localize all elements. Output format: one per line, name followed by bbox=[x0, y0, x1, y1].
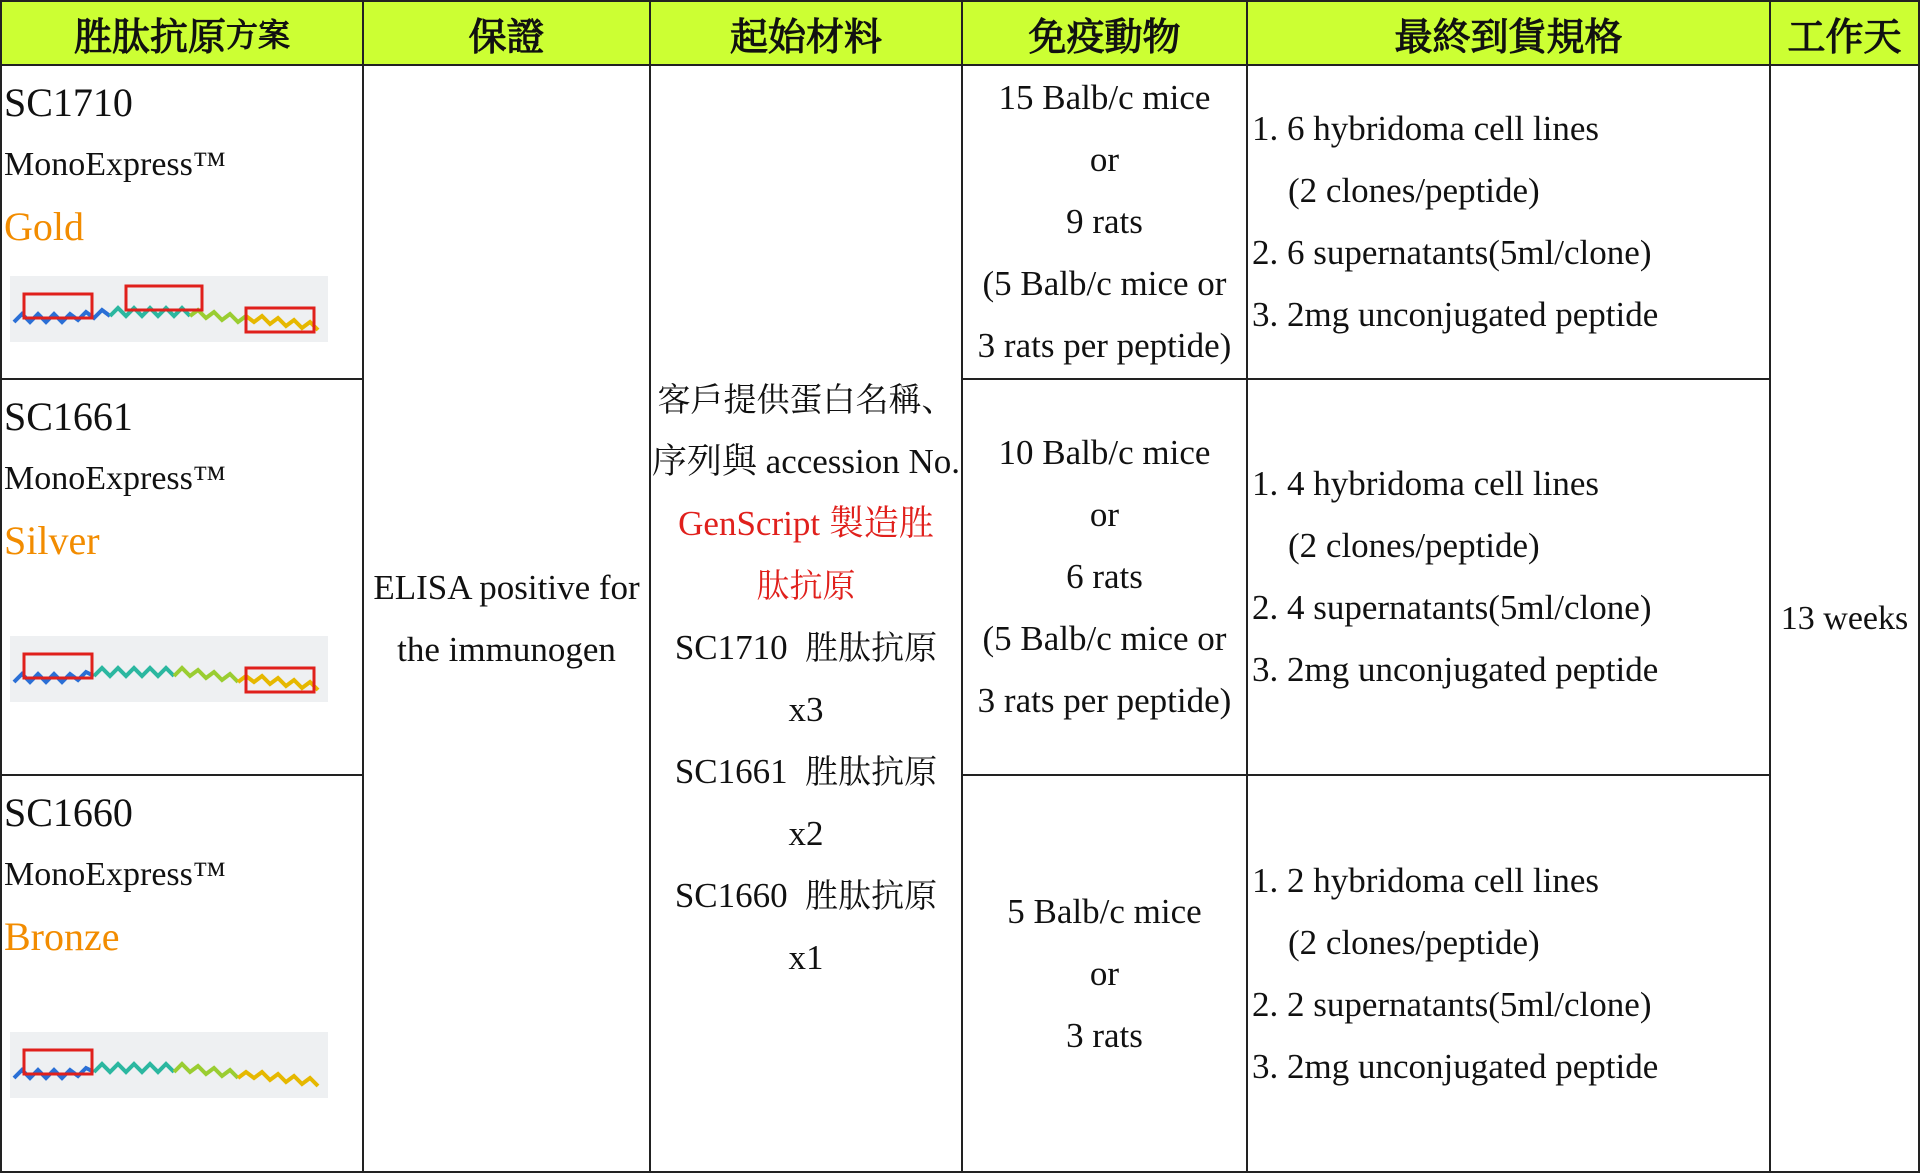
deliverable-line: 3. 2mg unconjugated peptide bbox=[1252, 1046, 1659, 1086]
materials-highlight-line: 肽抗原 bbox=[756, 565, 856, 605]
materials-item bbox=[675, 865, 937, 927]
animals-cell-silver bbox=[961, 378, 1248, 776]
animals-line: (5 Balb/c mice or bbox=[982, 264, 1227, 303]
header-scheme-main: 胜肽抗原 bbox=[73, 14, 226, 59]
guarantee-cell bbox=[362, 64, 651, 1173]
animals-line: 3 rats per peptide) bbox=[977, 681, 1232, 720]
guarantee-line: the immunogen bbox=[397, 629, 616, 669]
product-cell-silver bbox=[0, 378, 364, 776]
deliverable-line: 1. 6 hybridoma cell lines bbox=[1252, 109, 1600, 148]
materials-item-qty: x3 bbox=[788, 689, 824, 729]
materials-item bbox=[675, 617, 937, 679]
deliverable-line: 1. 2 hybridoma cell lines bbox=[1252, 860, 1600, 900]
animals-cell-bronze bbox=[961, 774, 1248, 1173]
animals-cell-gold bbox=[961, 64, 1248, 380]
materials-item-code: SC1710 bbox=[674, 627, 788, 667]
header-guarantee: 保證 bbox=[362, 0, 651, 66]
peptide-helix-image bbox=[10, 1032, 328, 1098]
deliverable-line: 2. 4 supernatants(5ml/clone) bbox=[1252, 588, 1652, 627]
product-cell-bronze bbox=[0, 774, 364, 1173]
guarantee-line: ELISA positive for bbox=[373, 567, 640, 607]
deliverable-line: 2. 2 supernatants(5ml/clone) bbox=[1252, 984, 1652, 1024]
animals-line: or bbox=[1089, 140, 1120, 179]
header-deliverables: 最終到貨規格 bbox=[1246, 0, 1771, 66]
product-tier: Gold bbox=[4, 204, 84, 249]
materials-item-code: SC1660 bbox=[674, 875, 788, 915]
materials-cell bbox=[649, 64, 963, 1173]
deliverable-line: (2 clones/peptide) bbox=[1288, 922, 1540, 962]
product-tier: Bronze bbox=[4, 914, 120, 959]
workdays-value: 13 weeks bbox=[1780, 599, 1909, 637]
deliverables-cell-bronze bbox=[1246, 774, 1771, 1173]
product-cell-gold bbox=[0, 64, 364, 380]
deliverable-line: 3. 2mg unconjugated peptide bbox=[1252, 650, 1659, 689]
product-tier: Silver bbox=[4, 518, 100, 563]
header-workdays: 工作天 bbox=[1769, 0, 1920, 66]
header-scheme bbox=[0, 0, 364, 66]
header-scheme-suffix: 方案 bbox=[226, 16, 291, 54]
product-brand: MonoExpress™ bbox=[4, 146, 227, 183]
peptide-helix-image bbox=[10, 276, 328, 342]
product-brand: MonoExpress™ bbox=[4, 856, 227, 893]
workdays-cell bbox=[1769, 64, 1920, 1173]
materials-item-label: 胜肽抗原 bbox=[805, 627, 938, 667]
deliverable-line: (2 clones/peptide) bbox=[1288, 526, 1540, 565]
materials-item-label: 胜肽抗原 bbox=[805, 875, 938, 915]
materials-item-code: SC1661 bbox=[674, 751, 788, 791]
materials-line: 序列與 accession No. bbox=[651, 441, 961, 481]
product-code: SC1710 bbox=[4, 80, 133, 125]
materials-line: 客戶提供蛋白名稱、 bbox=[657, 379, 955, 419]
deliverables-cell-silver bbox=[1246, 378, 1771, 776]
animals-line: 3 rats per peptide) bbox=[977, 326, 1232, 365]
peptide-helix-image bbox=[10, 636, 328, 702]
deliverable-line: 1. 4 hybridoma cell lines bbox=[1252, 464, 1600, 503]
header-materials: 起始材料 bbox=[649, 0, 963, 66]
animals-line: 15 Balb/c mice bbox=[998, 78, 1211, 117]
animals-line: 5 Balb/c mice bbox=[1007, 891, 1202, 931]
animals-line: (5 Balb/c mice or bbox=[982, 619, 1227, 658]
animals-line: or bbox=[1089, 953, 1120, 993]
animals-line: or bbox=[1089, 495, 1120, 534]
materials-item-label: 胜肽抗原 bbox=[805, 751, 938, 791]
animals-line: 10 Balb/c mice bbox=[998, 433, 1211, 472]
materials-item-qty: x1 bbox=[788, 937, 824, 977]
deliverable-line: (2 clones/peptide) bbox=[1288, 171, 1540, 210]
animals-line: 9 rats bbox=[1066, 202, 1143, 241]
materials-item bbox=[675, 741, 937, 803]
deliverable-line: 3. 2mg unconjugated peptide bbox=[1252, 295, 1659, 334]
product-code: SC1661 bbox=[4, 394, 133, 439]
materials-item-qty: x2 bbox=[788, 813, 824, 853]
deliverable-line: 2. 6 supernatants(5ml/clone) bbox=[1252, 233, 1652, 272]
deliverables-cell-gold bbox=[1246, 64, 1771, 380]
animals-line: 3 rats bbox=[1066, 1015, 1143, 1055]
header-animals: 免疫動物 bbox=[961, 0, 1248, 66]
product-code: SC1660 bbox=[4, 790, 133, 835]
materials-highlight-line: GenScript 製造胜 bbox=[678, 503, 934, 543]
product-brand: MonoExpress™ bbox=[4, 460, 227, 497]
animals-line: 6 rats bbox=[1066, 557, 1143, 596]
